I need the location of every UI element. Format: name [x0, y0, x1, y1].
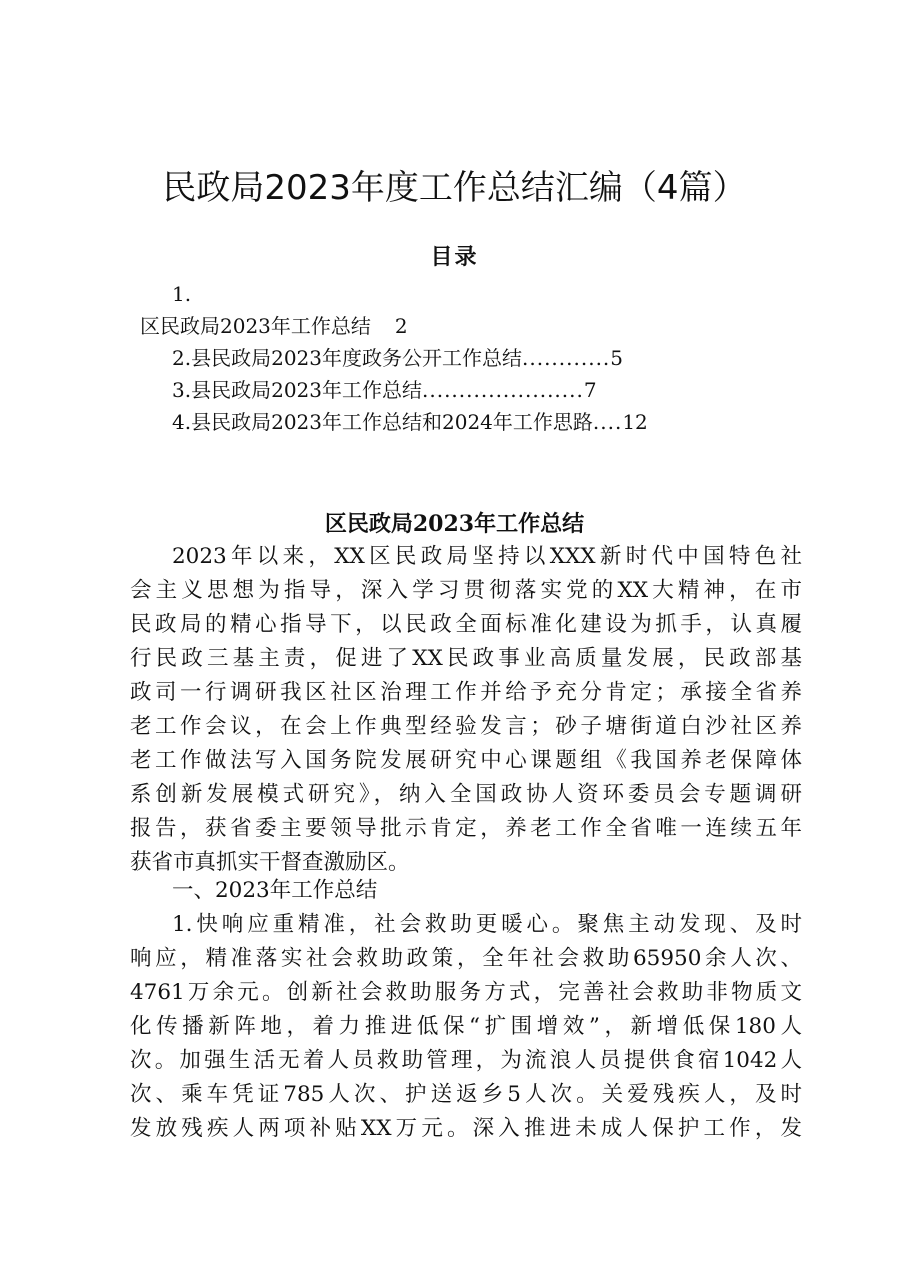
paragraph-line: 获省市真抓实干督查激励区。	[130, 850, 410, 875]
paragraph-line: 次、乘车凭证785人次、护送返乡5人次。关爱残疾人，及时	[130, 1082, 802, 1107]
toc-leader: ....	[592, 410, 623, 434]
document-title: 民政局2023年度工作总结汇编（4篇）	[162, 168, 747, 208]
paragraph-line: 1.快响应重精准，社会救助更暖心。聚焦主动发现、及时	[172, 912, 802, 937]
paragraph-line: 4761万余元。创新社会救助服务方式，完善社会救助非物质文	[130, 980, 802, 1005]
toc-leader: ......................	[422, 378, 584, 402]
toc-entry-1[interactable]	[140, 310, 408, 342]
paragraph-line: 行民政三基主责，促进了XX民政事业高质量发展，民政部基	[130, 646, 802, 671]
toc-heading: 目录	[430, 244, 479, 270]
toc-entry-2[interactable]	[172, 342, 623, 374]
paragraph-line: 民政局的精心指导下，以民政全面标准化建设为抓手，认真履	[130, 612, 802, 637]
toc-number: 1.	[172, 282, 192, 306]
toc-page: 7	[583, 378, 597, 402]
toc-number: 2.	[172, 346, 192, 370]
paragraph-line: 2023年以来，XX区民政局坚持以XXX新时代中国特色社	[172, 544, 802, 569]
toc-number: 4.	[172, 410, 192, 434]
paragraph-line: 政司一行调研我区社区治理工作并给予充分肯定；承接全省养	[130, 680, 802, 705]
toc-text: 县民政局2023年工作总结和2024年工作思路	[191, 410, 593, 434]
toc-entry-1-number[interactable]	[172, 278, 191, 310]
paragraph-line: 化传播新阵地，着力推进低保“扩围增效”，新增低保180人	[130, 1014, 802, 1039]
subheading: 一、2023年工作总结	[172, 878, 378, 903]
toc-text: 县民政局2023年度政务公开工作总结	[191, 346, 522, 370]
toc-number: 3.	[172, 378, 192, 402]
toc-entry-3[interactable]	[172, 374, 597, 406]
toc-page: 12	[622, 410, 648, 434]
paragraph-line: 报告，获省委主要领导批示肯定，养老工作全省唯一连续五年	[130, 816, 802, 841]
toc-page: 5	[610, 346, 624, 370]
toc-leader: ............	[522, 346, 611, 370]
paragraph-line: 老工作会议，在会上作典型经验发言；砂子塘街道白沙社区养	[130, 714, 802, 739]
section-title: 区民政局2023年工作总结	[324, 511, 585, 537]
toc-text: 区民政局2023年工作总结	[140, 314, 371, 338]
paragraph-line: 系创新发展模式研究》，纳入全国政协人资环委员会专题调研	[130, 782, 802, 807]
toc-page: 2	[394, 314, 408, 338]
toc-text: 县民政局2023年工作总结	[191, 378, 422, 402]
paragraph-line: 响应，精准落实社会救助政策，全年社会救助65950余人次、	[130, 946, 802, 971]
toc-entry-4[interactable]	[172, 406, 648, 438]
paragraph-line: 次。加强生活无着人员救助管理，为流浪人员提供食宿1042人	[130, 1048, 802, 1073]
paragraph-line: 会主义思想为指导，深入学习贯彻落实党的XX大精神，在市	[130, 578, 802, 603]
paragraph-line: 老工作做法写入国务院发展研究中心课题组《我国养老保障体	[130, 748, 802, 773]
paragraph-line: 发放残疾人两项补贴XX万元。深入推进未成人保护工作，发	[130, 1116, 802, 1141]
